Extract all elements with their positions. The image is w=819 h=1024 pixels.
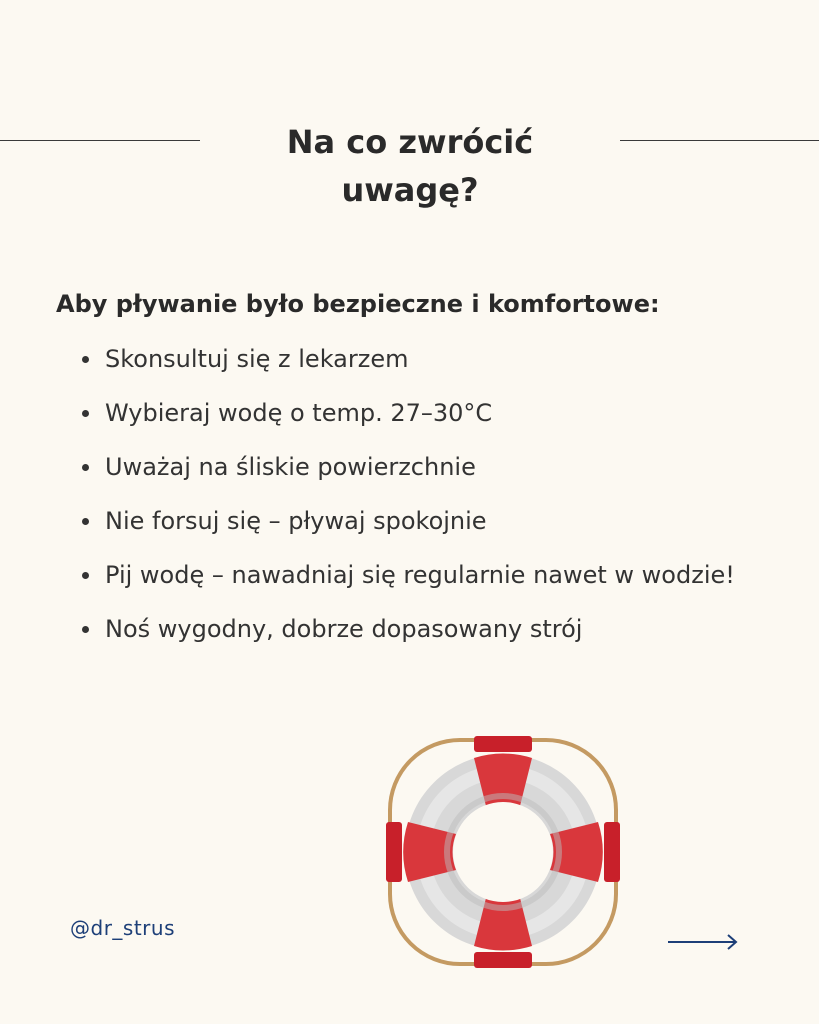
tips-list: [78, 332, 738, 656]
intro-text: Aby pływanie było bezpieczne i komfortowe:: [56, 290, 660, 318]
list-item: Pij wodę – nawadniaj się regularnie nawet w wodzie!: [78, 548, 738, 602]
list-item: Skonsultuj się z lekarzem: [78, 332, 738, 386]
divider-left: [0, 140, 200, 141]
list-item: Wybieraj wodę o temp. 27–30°C: [78, 386, 738, 440]
title-line-2: uwagę?: [341, 171, 479, 209]
arrow-right-icon[interactable]: [668, 932, 740, 952]
title-line-1: Na co zwrócić: [286, 123, 534, 161]
lifebuoy-icon: [386, 736, 620, 968]
divider-right: [620, 140, 819, 141]
author-handle: @dr_strus: [70, 916, 175, 940]
list-item: Uważaj na śliskie powierzchnie: [78, 440, 738, 494]
page-title: [200, 118, 620, 214]
list-item: Noś wygodny, dobrze dopasowany strój: [78, 602, 738, 656]
list-item: Nie forsuj się – pływaj spokojnie: [78, 494, 738, 548]
